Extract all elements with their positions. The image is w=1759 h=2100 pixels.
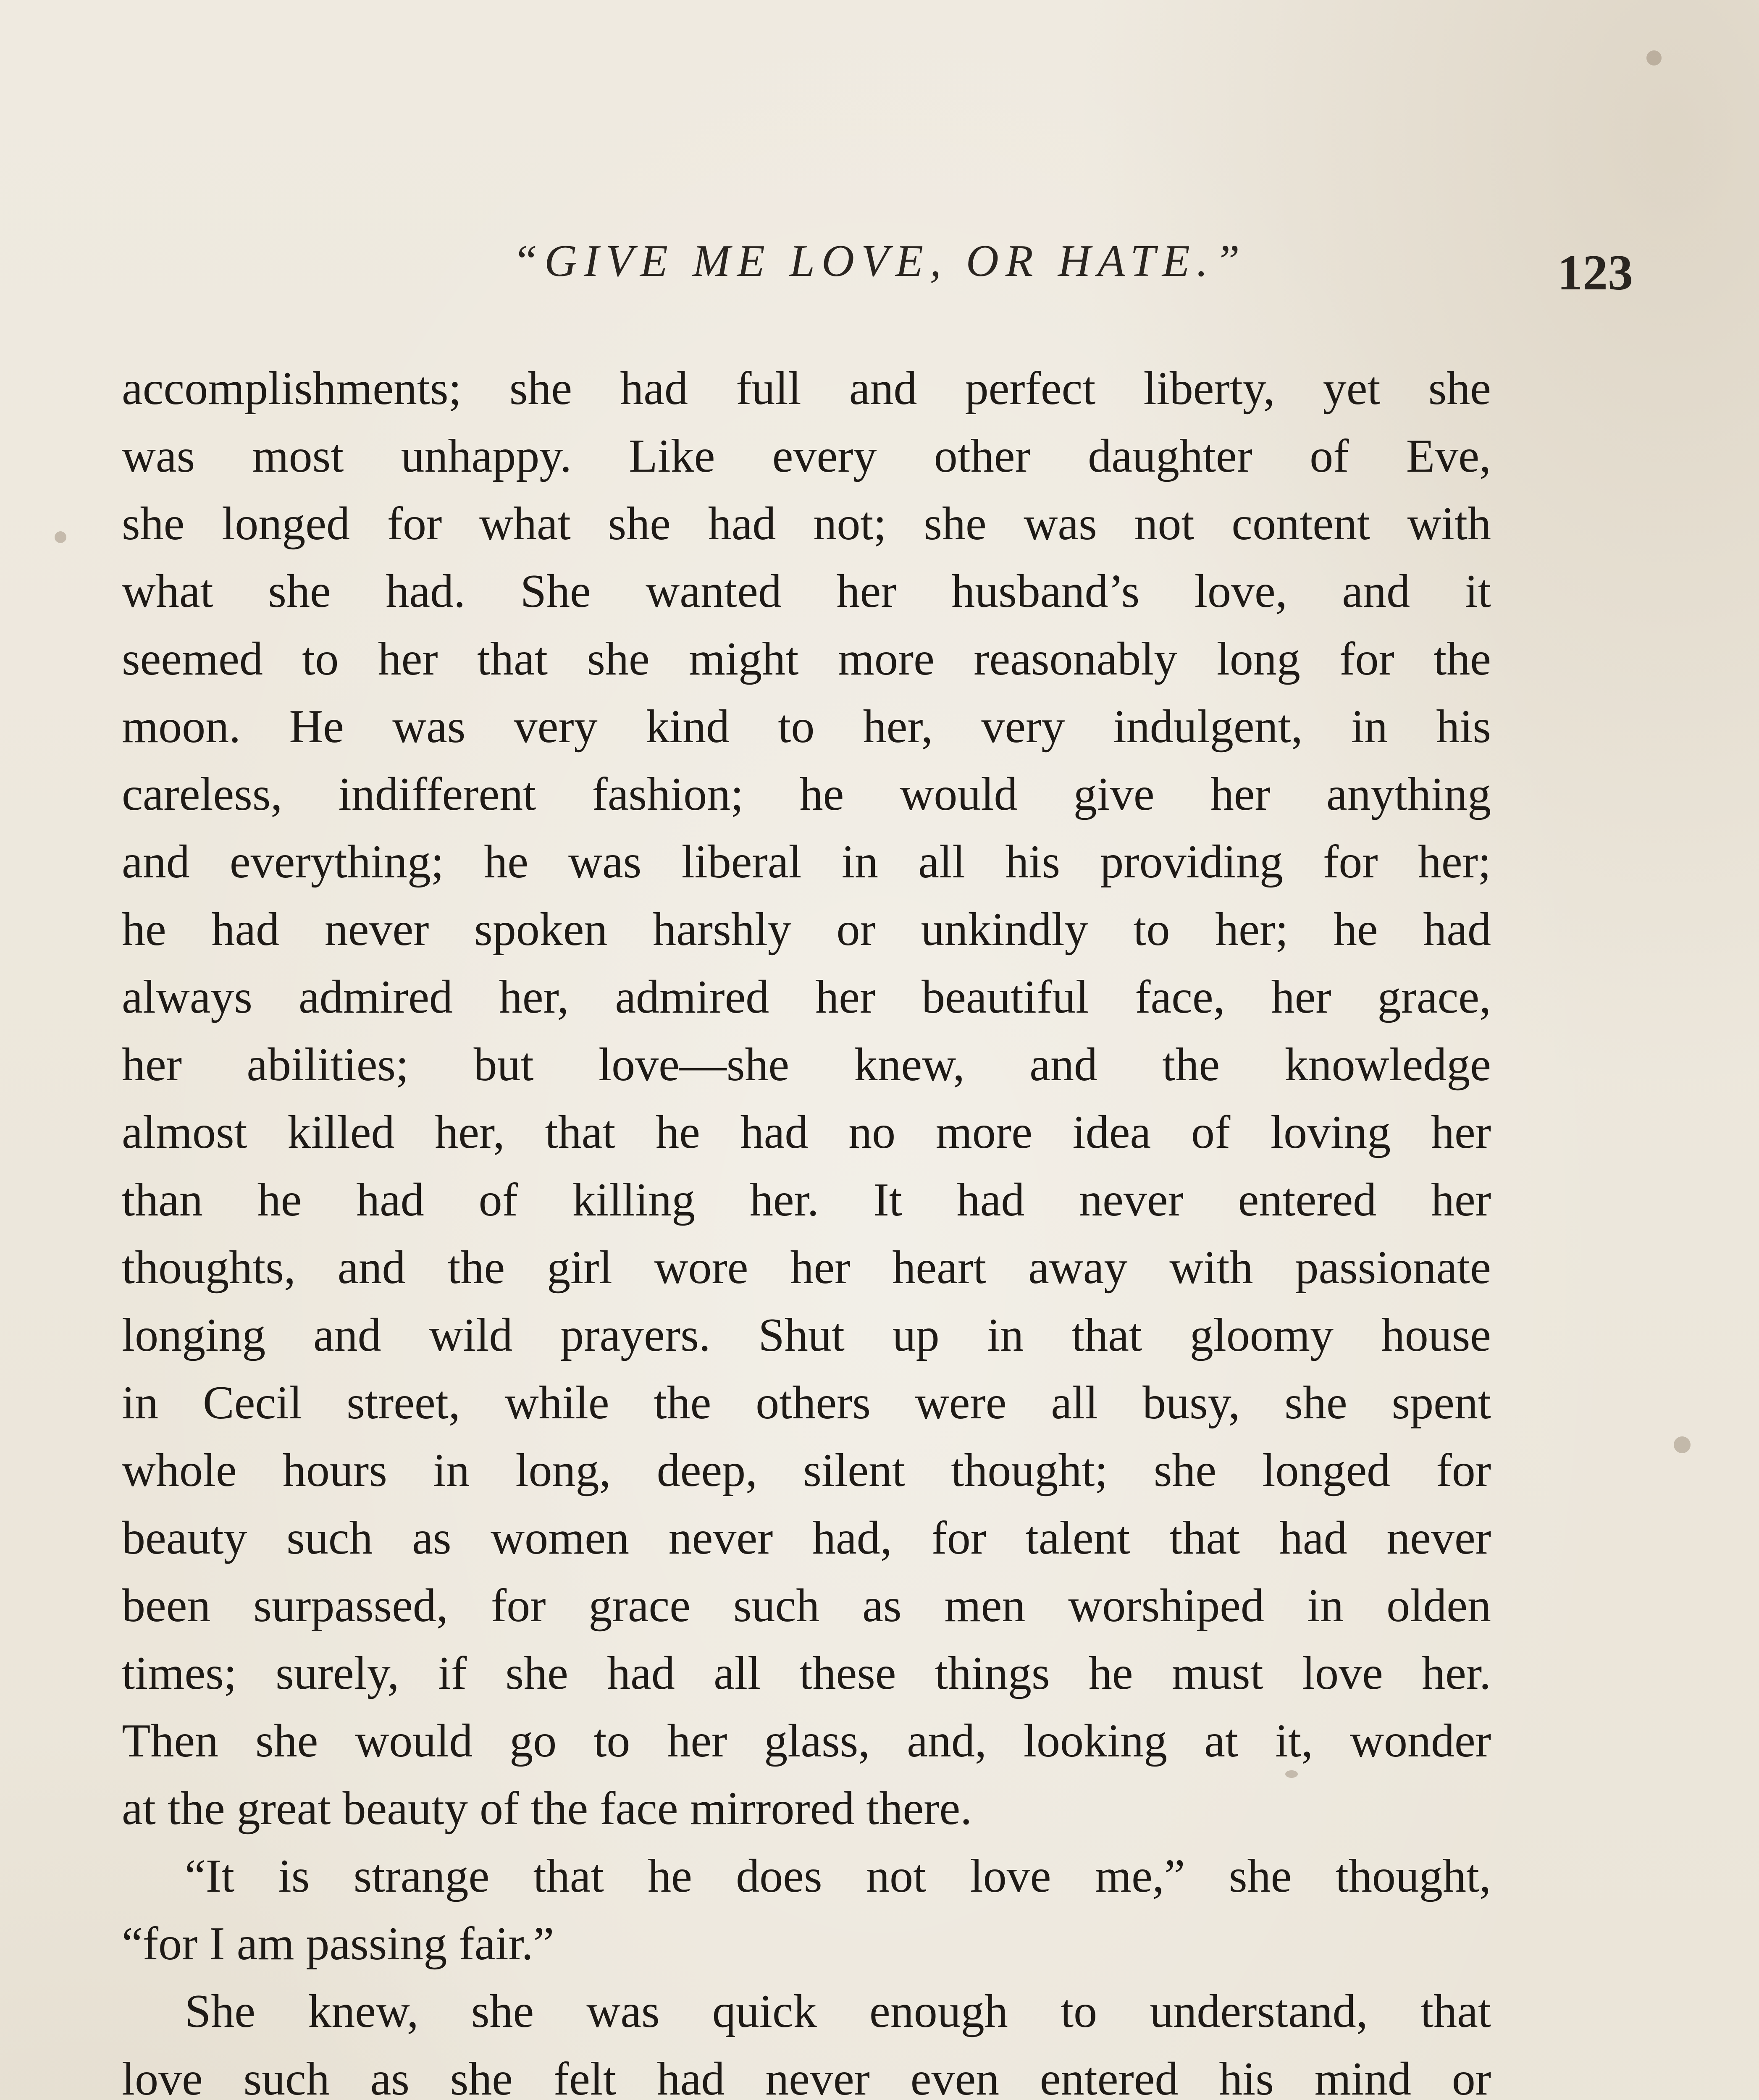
text-line: moon. He was very kind to her, very indulgent, in his (122, 701, 1491, 753)
text-line: love such as she felt had never even entered his mind or (122, 2053, 1491, 2100)
text-line: careless, indifferent fashion; he would give her anything (122, 768, 1491, 820)
paragraph-start-line: “It is strange that he does not love me,” she thought, (185, 1850, 1491, 1902)
paragraph-start-line: She knew, she was quick enough to understand, that (185, 1985, 1491, 2037)
page-number: 123 (1557, 244, 1633, 300)
running-head (126, 235, 1633, 298)
body-text (122, 355, 1491, 2100)
text-line: always admired her, admired her beautiful face, her grace, (122, 971, 1491, 1023)
text-line: than he had of killing her. It had never entered her (122, 1174, 1491, 1226)
paper-speck (1674, 1436, 1691, 1453)
running-title: “GIVE ME LOVE, OR HATE.” (512, 236, 1247, 286)
text-line: longing and wild prayers. Shut up in that gloomy house (122, 1309, 1491, 1361)
text-line: he had never spoken harshly or unkindly to her; he had (122, 903, 1491, 956)
text-line: accomplishments; she had full and perfect liberty, yet she (122, 362, 1491, 415)
text-line: what she had. She wanted her husband’s love, and it (122, 565, 1491, 617)
text-line: almost killed her, that he had no more idea of loving her (122, 1106, 1491, 1158)
text-line: in Cecil street, while the others were all busy, she spent (122, 1377, 1491, 1429)
text-line: been surpassed, for grace such as men worshiped in olden (122, 1580, 1491, 1632)
text-line: thoughts, and the girl wore her heart away with passionate (122, 1242, 1491, 1294)
paragraph-end-line: “for I am passing fair.” (122, 1918, 554, 1970)
paper-speck (55, 531, 66, 543)
text-line: whole hours in long, deep, silent thought; she longed for (122, 1444, 1491, 1496)
text-line: was most unhappy. Like every other daughter of Eve, (122, 430, 1491, 482)
text-line: Then she would go to her glass, and, looking at it, wonder (122, 1715, 1491, 1767)
text-line: she longed for what she had not; she was not content with (122, 498, 1491, 550)
paper-speck (1646, 50, 1662, 66)
text-line: seemed to her that she might more reasonably long for the (122, 633, 1491, 685)
text-line: and everything; he was liberal in all his providing for her; (122, 836, 1491, 888)
text-line: beauty such as women never had, for talent that had never (122, 1512, 1491, 1564)
paragraph-end-line: at the great beauty of the face mirrored there. (122, 1782, 972, 1835)
text-line: times; surely, if she had all these things he must love her. (122, 1647, 1491, 1699)
text-line: her abilities; but love—she knew, and the knowledge (122, 1039, 1491, 1091)
